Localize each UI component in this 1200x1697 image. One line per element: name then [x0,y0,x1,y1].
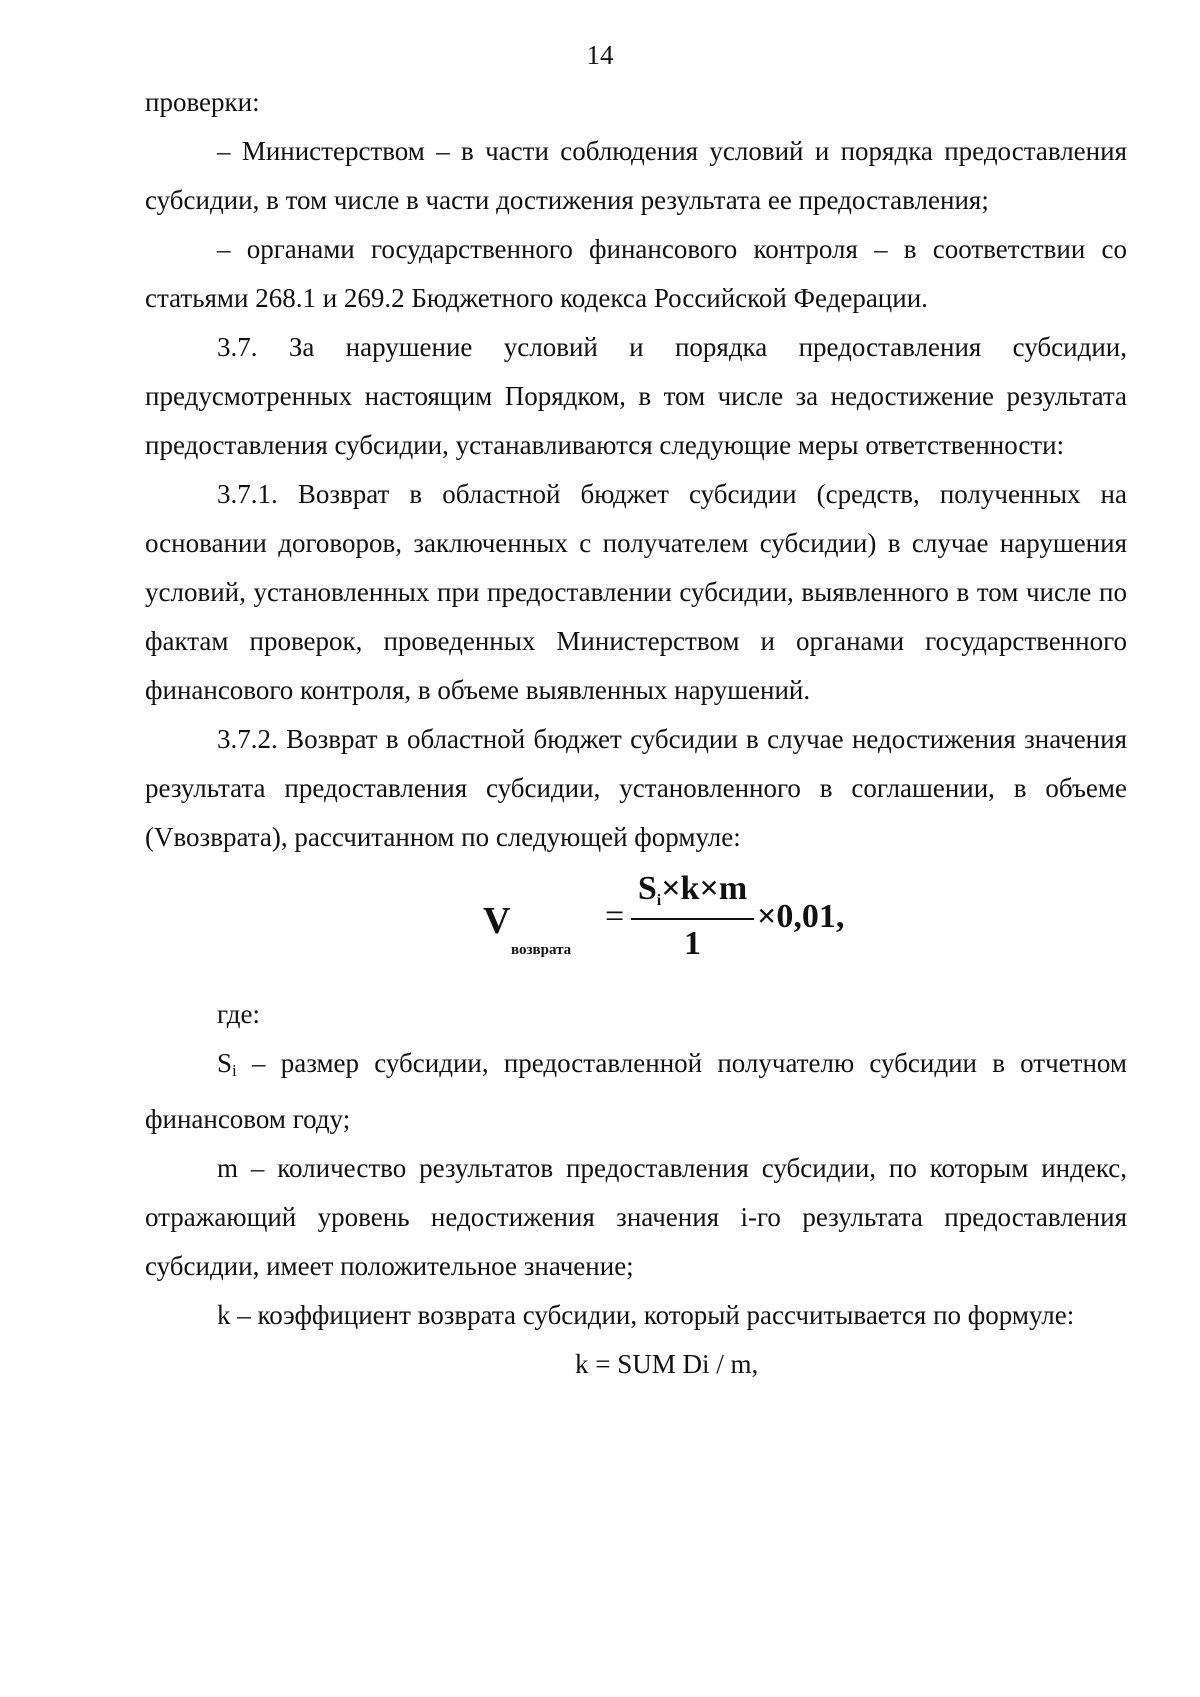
paragraph-3-7: 3.7. За нарушение условий и порядка предоставления субсидии, предусмотренных настоящим Порядком, в том числе за недостижение результата предоставления субсидии, устанавливаются следующие меры ответственности: [145,332,1127,460]
paragraph-ministry-checks: – Министерством – в части соблюдения условий и порядка предоставления субсидии, в том числе в части достижения результата ее предоставления; [145,136,1127,215]
formula-numerator-s: S [637,870,657,907]
definition-k-text: – коэффициент возврата субсидии, который рассчитывается по формуле: [230,1300,1075,1330]
formula-tail: ×0,01, [757,898,845,935]
where-label: где: [217,999,260,1029]
return-volume-formula [483,870,903,980]
definition-k-symbol: k [217,1300,231,1330]
formula-numerator-rest: ×k×m [661,870,748,907]
formula-v-subscript: возврата [511,942,572,958]
definition-si [145,1039,1127,1144]
return-volume-formula-block [145,862,1127,990]
paragraph-financial-control: – органами государственного финансового контроля – в соответствии со статьями 268.1 и 269.2 Бюджетного кодекса Российской Федерации. [145,234,1127,313]
page-number: 14 [586,40,614,70]
definition-k [145,1291,1127,1340]
paragraph-3-7-1: 3.7.1. Возврат в областной бюджет субсидии (средств, полученных на основании договоров, заключенных с получателем субсидии) в случае нарушения условий, установленных при предоставлении субсидии, выявленного в том числе по фактам проверок, проведенных Министерством и органами государственного финансового контроля, в объеме выявленных нарушений. [145,479,1127,705]
paragraph-checks-continuation: проверки: [145,87,260,117]
formula-v-symbol: V [483,900,511,942]
formula-numerator-s-sub: i [656,892,662,909]
definition-si-symbol-sub: i [232,1061,237,1080]
definition-m [145,1144,1127,1291]
paragraph-3-7-2: 3.7.2. Возврат в областной бюджет субсидии в случае недостижения значения результата предоставления субсидии, установленного в соглашении, в объеме (Vвозврата), рассчитанном по следующей формуле: [145,724,1127,852]
k-coefficient-formula: k = SUM Di / m, [575,1349,759,1379]
definition-m-symbol: m [217,1153,239,1183]
formula-equals: = [605,898,625,935]
formula-numerator [631,864,754,925]
definition-si-text: – размер субсидии, предоставленной получателю субсидии в отчетном финансовом году; [145,1048,1127,1134]
definition-m-text: – количество результатов предоставления субсидии, по которым индекс, отражающий уровень недостижения значения i-го результата предоставления субсидии, имеет положительное значение; [145,1153,1127,1281]
document-body [145,78,1127,1389]
formula-denominator: 1 [684,925,701,962]
definition-si-symbol: S [217,1048,233,1078]
